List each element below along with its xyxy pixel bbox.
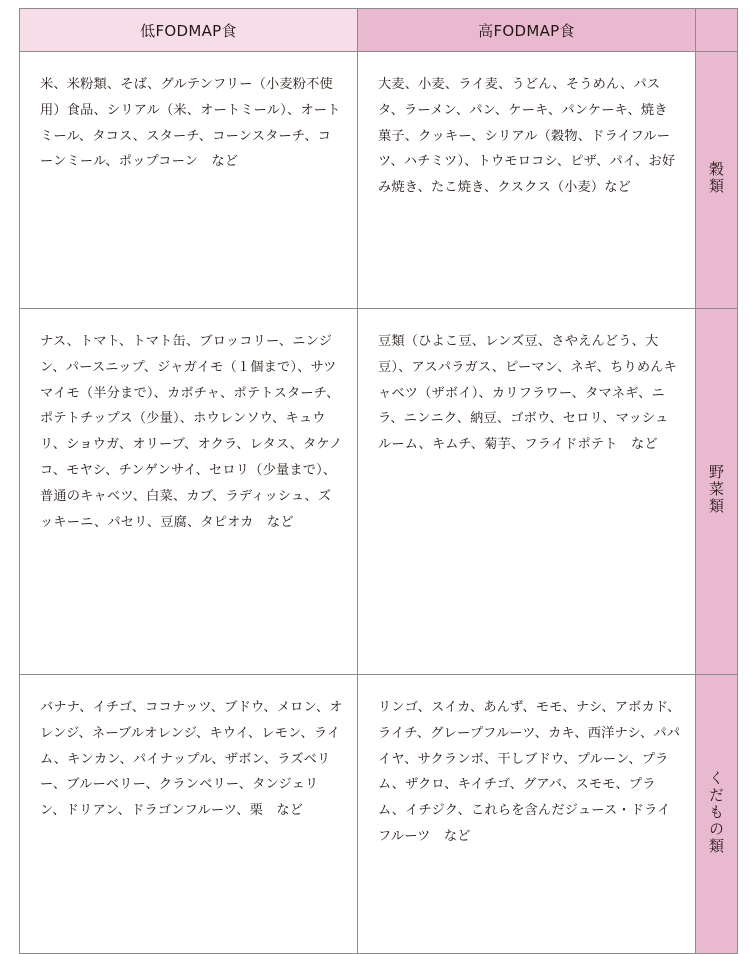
fodmap-table	[19, 8, 738, 954]
category-header	[696, 9, 738, 52]
high-fodmap-cell: リンゴ、スイカ、あんず、モモ、ナシ、アボカド、ライチ、グレープフルーツ、カキ、西洋ナシ、パパイヤ、サクランボ、干しブドウ、プルーン、プラム、ザクロ、キイチゴ、グアバ、スモモ、プラム、イチジク、これらを含んだジュース・ドライフルーツ など	[358, 675, 696, 954]
category-label-cell	[696, 52, 738, 309]
category-label: 穀類	[707, 161, 725, 195]
category-label: 野菜類	[707, 464, 725, 515]
table-row	[20, 52, 738, 309]
table-row	[20, 675, 738, 954]
low-fodmap-cell: バナナ、イチゴ、ココナッツ、ブドウ、メロン、オレンジ、ネーブルオレンジ、キウイ、レモン、ライム、キンカン、パイナップル、ザボン、ラズベリー、ブルーベリー、クランベリー、タンジェリン、ドリアン、ドラゴンフルーツ、栗 など	[20, 675, 358, 954]
category-label: くだもの類	[707, 769, 725, 855]
low-fodmap-header: 低FODMAP食	[20, 9, 358, 52]
fodmap-table-container	[19, 8, 737, 954]
category-label-cell	[696, 309, 738, 675]
low-fodmap-cell: 米、米粉類、そば、グルテンフリー（小麦粉不使用）食品、シリアル（米、オートミール）、オートミール、タコス、スターチ、コーンスターチ、コーンミール、ポップコーン など	[20, 52, 358, 309]
high-fodmap-cell: 大麦、小麦、ライ麦、うどん、そうめん、パスタ、ラーメン、パン、ケーキ、パンケーキ、焼き菓子、クッキー、シリアル（穀物、ドライフルーツ、ハチミツ）、トウモロコシ、ピザ、パイ、お好み焼き、たこ焼き、クスクス（小麦）など	[358, 52, 696, 309]
high-fodmap-header: 高FODMAP食	[358, 9, 696, 52]
category-label-cell	[696, 675, 738, 954]
header-row	[20, 9, 738, 52]
low-fodmap-cell: ナス、トマト、トマト缶、ブロッコリー、ニンジン、パースニップ、ジャガイモ（１個まで）、サツマイモ（半分まで）、カボチャ、ポテトスターチ、ポテトチップス（少量）、ホウレンソウ、キュウリ、ショウガ、オリーブ、オクラ、レタス、タケノコ、モヤシ、チンゲンサイ、セロリ（少量まで）、普通のキャベツ、白菜、カブ、ラディッシュ、ズッキーニ、パセリ、豆腐、タピオカ など	[20, 309, 358, 675]
table-row	[20, 309, 738, 675]
high-fodmap-cell: 豆類（ひよこ豆、レンズ豆、さやえんどう、大豆）、アスパラガス、ピーマン、ネギ、ちりめんキャベツ（ザボイ）、カリフラワー、タマネギ、ニラ、ニンニク、納豆、ゴボウ、セロリ、マッシュルーム、キムチ、菊芋、フライドポテト など	[358, 309, 696, 675]
